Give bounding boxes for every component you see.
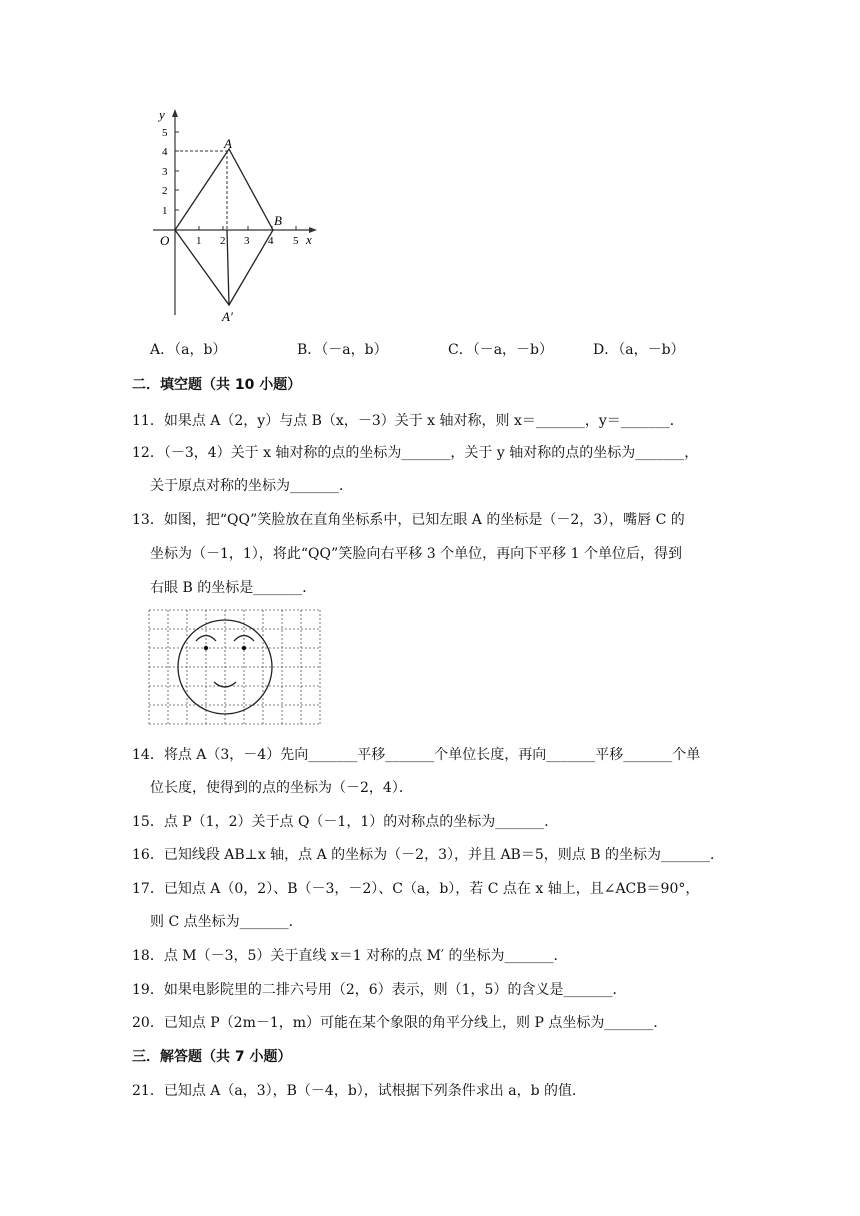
question-12-line1: 12．（－3，4）关于 x 轴对称的点的坐标为_______，关于 y 轴对称的点的坐标为_______， bbox=[132, 445, 699, 461]
option-b: B．（－a，b） bbox=[297, 342, 388, 358]
y-tick-2: 2 bbox=[162, 185, 168, 197]
qq-smiley-figure bbox=[147, 608, 322, 726]
question-13-line1: 13．如图，把“QQ”笑脸放在直角坐标系中，已知左眼 A 的坐标是（－2，3），嘴唇 C 的 bbox=[132, 512, 685, 528]
question-16: 16．已知线段 AB⊥x 轴，点 A 的坐标为（－2，3），并且 AB＝5，则点 B 的坐标为_______． bbox=[132, 847, 724, 863]
section-3-heading: 三．解答题（共 7 小题） bbox=[132, 1049, 292, 1065]
x-tick-3: 3 bbox=[244, 235, 250, 247]
point-a-prime-label: A′ bbox=[222, 309, 233, 324]
x-tick-1: 1 bbox=[196, 235, 202, 247]
question-15: 15．点 P（1，2）关于点 Q（－1，1）的对称点的坐标为_______． bbox=[132, 814, 559, 830]
coordinate-graph-figure bbox=[145, 105, 320, 325]
x-tick-2: 2 bbox=[220, 235, 226, 247]
question-17-line2: 则 C 点坐标为_______． bbox=[150, 914, 303, 930]
qq-smiley-svg bbox=[147, 608, 322, 726]
y-tick-3: 3 bbox=[162, 166, 168, 178]
y-tick-1: 1 bbox=[162, 205, 168, 217]
origin-label: O bbox=[160, 233, 170, 248]
point-a-label: A bbox=[224, 136, 232, 151]
question-12-line2: 关于原点对称的坐标为_______． bbox=[150, 478, 353, 494]
question-18: 18．点 M（－3，5）关于直线 x＝1 对称的点 M′ 的坐标为_______． bbox=[132, 948, 568, 964]
y-tick-5: 5 bbox=[162, 127, 168, 139]
question-17-line1: 17．已知点 A（0，2）、B（－3，－2）、C（a，b），若 C 点在 x 轴上，且∠ACB＝90°， bbox=[132, 881, 700, 897]
y-axis-label: y bbox=[159, 107, 165, 122]
option-d: D．（a，－b） bbox=[593, 342, 685, 358]
question-11: 11．如果点 A（2，y）与点 B（x，－3）关于 x 轴对称，则 x＝_______，y＝_______． bbox=[132, 413, 684, 429]
option-a: A．（a，b） bbox=[150, 342, 227, 358]
question-13-line2: 坐标为（－1，1），将此“QQ”笑脸向右平移 3 个单位，再向下平移 1 个单位后，得到 bbox=[150, 546, 682, 562]
point-b-label: B bbox=[274, 213, 282, 228]
question-21: 21．已知点 A（a，3），B（－4，b），试根据下列条件求出 a，b 的值． bbox=[132, 1083, 586, 1099]
coordinate-graph-svg bbox=[145, 105, 320, 325]
y-tick-4: 4 bbox=[162, 146, 168, 158]
question-13-line3: 右眼 B 的坐标是_______． bbox=[150, 580, 317, 596]
section-2-heading: 二．填空题（共 10 小题） bbox=[132, 377, 302, 393]
x-axis-label: x bbox=[306, 232, 312, 247]
question-19: 19．如果电影院里的二排六号用（2，6）表示，则（1，5）的含义是_______． bbox=[132, 982, 627, 998]
question-20: 20．已知点 P（2m－1，m）可能在某个象限的角平分线上，则 P 点坐标为_______． bbox=[132, 1015, 668, 1031]
x-tick-4: 4 bbox=[268, 235, 274, 247]
option-c: C．（－a，－b） bbox=[448, 342, 554, 358]
question-14-line2: 位长度，使得到的点的坐标为（－2，4）． bbox=[150, 780, 413, 796]
x-tick-5: 5 bbox=[293, 235, 299, 247]
question-14-line1: 14．将点 A（3，－4）先向_______平移_______个单位长度，再向_______平移_______个单 bbox=[132, 747, 701, 763]
